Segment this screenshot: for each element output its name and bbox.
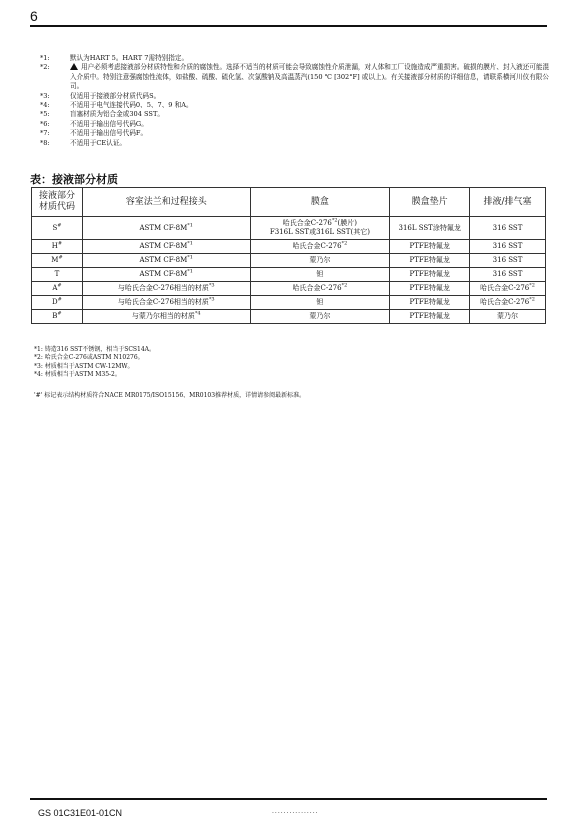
cell-flange-note-ref: *4 [194,310,201,317]
note-text [70,110,552,119]
note-key: *7: [40,129,50,138]
cell-code-note-ref: # [57,240,63,247]
note-key: *8: [40,138,50,147]
cell-flange-note-ref: *1 [187,222,193,229]
cell-capsule-text: 钽 [316,298,324,306]
table-row [32,282,546,296]
cell-gasket [390,296,470,310]
cell-flange [82,268,250,282]
note-item [40,120,552,129]
cell-drain-text: 316 SST [492,242,523,250]
note-key: *1: [40,54,50,62]
cell-gasket [390,268,470,282]
footer-dots: ................ [272,808,319,815]
cell-gasket [390,310,470,324]
cell-capsule-line2: F316L SST或316L SST(其它) [269,228,370,236]
note-key: *4: [40,101,50,110]
cell-code-text: B [52,312,58,320]
table-footnote: *1: 铸造316 SST不锈钢，相当于SCS14A。 [34,346,156,353]
cell-capsule [250,217,390,240]
note-text-content: 不适用于输出信号代码G。 [70,119,148,128]
cell-flange [82,254,250,268]
cell-capsule [250,268,390,282]
cell-code-note-ref: # [57,222,62,229]
cell-capsule-note-ref: *2 [341,282,348,289]
table-footnote: *2: 哈氏合金C-276或ASTM N10276。 [34,354,144,362]
warning-triangle-icon [70,63,78,70]
header-code: 接液部分 材质代码 [32,188,83,217]
cell-capsule [250,296,390,310]
cell-capsule-text: 钽 [316,270,324,278]
cell-capsule-text: 哈氏合金C-276 [292,284,342,292]
cell-gasket [390,254,470,268]
cell-code-note-ref: # [57,296,62,303]
cell-code-text: S [52,223,58,232]
table-header-row [32,188,546,217]
table-row [32,268,546,282]
note-text [70,120,552,129]
cell-gasket-text: PTFE特氟龙 [409,256,450,264]
cell-code-note-ref: # [57,282,62,289]
header-rule [30,25,547,27]
note-text-content: 默认为HART 5。HART 7需特别指定。 [70,54,189,62]
note-item [40,110,552,119]
note-text-content: 不适用于输出信号代码F。 [70,129,148,138]
wetted-material-table [31,187,546,324]
cell-code [32,296,83,310]
cell-capsule-note-ref: *2 [341,240,348,247]
header-gasket: 膜盒垫片 [390,188,470,217]
cell-drain-text: 316 SST [492,223,523,232]
cell-code [32,217,83,240]
cell-code [32,268,83,282]
cell-capsule [250,240,390,254]
cell-code [32,282,83,296]
note-text-content: 用户必须考虑接液部分材质特性和介质的腐蚀性。选择不适当的材质可能会导致腐蚀性介质泄漏，对人体和工厂设施造成严重损害。破损的膜片、封入液还可能混入介质中。特别注意强腐蚀性流体，如盐酸、硫酸、硫化氢、次氯酸钠及高温蒸汽(150 ℃ [302°F] 或以上)。有关接液部分材质的详细信息，请联系横河川仪有限公司。 [70,63,550,91]
table-row [32,240,546,254]
cell-flange [82,296,250,310]
page-number: 6 [30,8,38,24]
cell-drain-note-ref: *2 [529,296,535,303]
cell-drain-text: 316 SST [492,256,523,264]
cell-drain [470,310,546,324]
ordering-notes [40,54,552,148]
cell-gasket [390,217,470,240]
cell-code-text: H [51,242,58,250]
table-footnotes [34,346,155,379]
note-text-content: 仅适用于接液部分材质代码S。 [70,91,161,100]
note-item [40,92,552,101]
note-text [70,139,552,148]
cell-flange-text: ASTM CF-8M [139,256,188,264]
cell-flange-note-ref: *3 [208,282,215,289]
table-footnote: *4: 材质相当于ASTM M35-2。 [34,370,121,378]
cell-flange-text: ASTM CF-8M [139,242,188,250]
table-footnote: *3: 材质相当于ASTM CW-12MW。 [34,362,134,370]
header-flange: 容室法兰和过程接头 [82,188,250,217]
cell-capsule-text: 哈氏合金C-276 [292,242,342,250]
cell-flange-text: 与蒙乃尔相当的材质 [131,312,195,320]
section-title: 表：接液部分材质 [30,173,118,186]
cell-code-text: T [54,270,60,278]
cell-flange-text: 与哈氏合金C-276相当的材质 [117,298,209,306]
cell-capsule-text: 哈氏合金C-276 [282,219,332,227]
cell-drain [470,282,546,296]
cell-code [32,310,83,324]
note-key: *6: [40,119,50,128]
cell-capsule [250,310,390,324]
header-drain: 排液/排气塞 [470,188,546,217]
cell-code-text: M [51,256,59,264]
cell-code [32,254,83,268]
cell-flange-note-ref: *1 [187,240,193,247]
cell-gasket-text: PTFE特氟龙 [409,284,450,292]
nace-note: '#' 标记表示结构材质符合NACE MR0175/ISO15156、MR0103推荐材质，详情请参阅最新标准。 [34,392,306,399]
cell-capsule-text: 蒙乃尔 [309,312,331,320]
note-text-content: 不适用于CE认证。 [70,138,127,147]
header-capsule: 膜盒 [250,188,390,217]
note-item [40,54,552,63]
cell-code [32,240,83,254]
table-row [32,217,546,240]
table-row [32,254,546,268]
cell-drain [470,268,546,282]
note-text [70,129,552,138]
cell-flange-text: 与哈氏合金C-276相当的材质 [117,284,209,292]
note-text [70,92,552,101]
cell-code-text: D [52,298,58,306]
cell-drain-text: 哈氏合金C-276 [480,298,530,306]
note-text [70,63,552,91]
cell-capsule-suffix: (膜片) [337,219,358,227]
cell-flange-text: ASTM CF-8M [139,270,188,278]
cell-gasket-text: PTFE特氟龙 [409,242,450,250]
note-key: *2: [40,63,50,72]
cell-flange [82,240,250,254]
document-id: GS 01C31E01-01CN [38,808,123,818]
cell-gasket [390,282,470,296]
cell-capsule-text: 蒙乃尔 [309,256,331,264]
cell-capsule [250,254,390,268]
cell-code-note-ref: # [57,310,62,317]
cell-drain-text: 哈氏合金C-276 [480,284,530,292]
cell-drain-note-ref: *2 [529,282,535,289]
note-key: *3: [40,91,50,100]
cell-flange [82,217,250,240]
cell-drain [470,254,546,268]
cell-gasket-text: PTFE特氟龙 [409,312,450,320]
cell-gasket-text: PTFE特氟龙 [409,270,450,278]
cell-capsule-note-ref: *2 [331,217,338,224]
cell-flange-note-ref: *3 [208,296,215,303]
cell-capsule [250,282,390,296]
cell-gasket [390,240,470,254]
cell-flange [82,282,250,296]
cell-gasket-text: PTFE特氟龙 [409,298,450,306]
cell-flange-note-ref: *1 [187,268,193,275]
note-key: *5: [40,110,50,119]
cell-drain-text: 316 SST [492,270,523,278]
table-row [32,296,546,310]
table-row [32,310,546,324]
cell-drain [470,240,546,254]
cell-gasket-text: 316L SST涂特氟龙 [398,223,461,232]
note-item [40,129,552,138]
cell-flange-note-ref: *1 [187,254,193,261]
cell-drain [470,296,546,310]
note-text-content: 盲塞材质为铝合金或304 SST。 [70,110,164,119]
note-item [40,139,552,148]
note-text-content: 不适用于电气连接代码0、5、7、9 和A。 [70,101,193,110]
footer-rule [30,798,547,800]
cell-flange-text: ASTM CF-8M [139,223,188,232]
note-text [70,54,552,63]
cell-drain [470,217,546,240]
cell-code-text: A [52,284,58,292]
cell-flange [82,310,250,324]
cell-drain-text: 蒙乃尔 [497,312,519,320]
cell-code-note-ref: # [58,254,63,261]
note-item [40,63,552,91]
